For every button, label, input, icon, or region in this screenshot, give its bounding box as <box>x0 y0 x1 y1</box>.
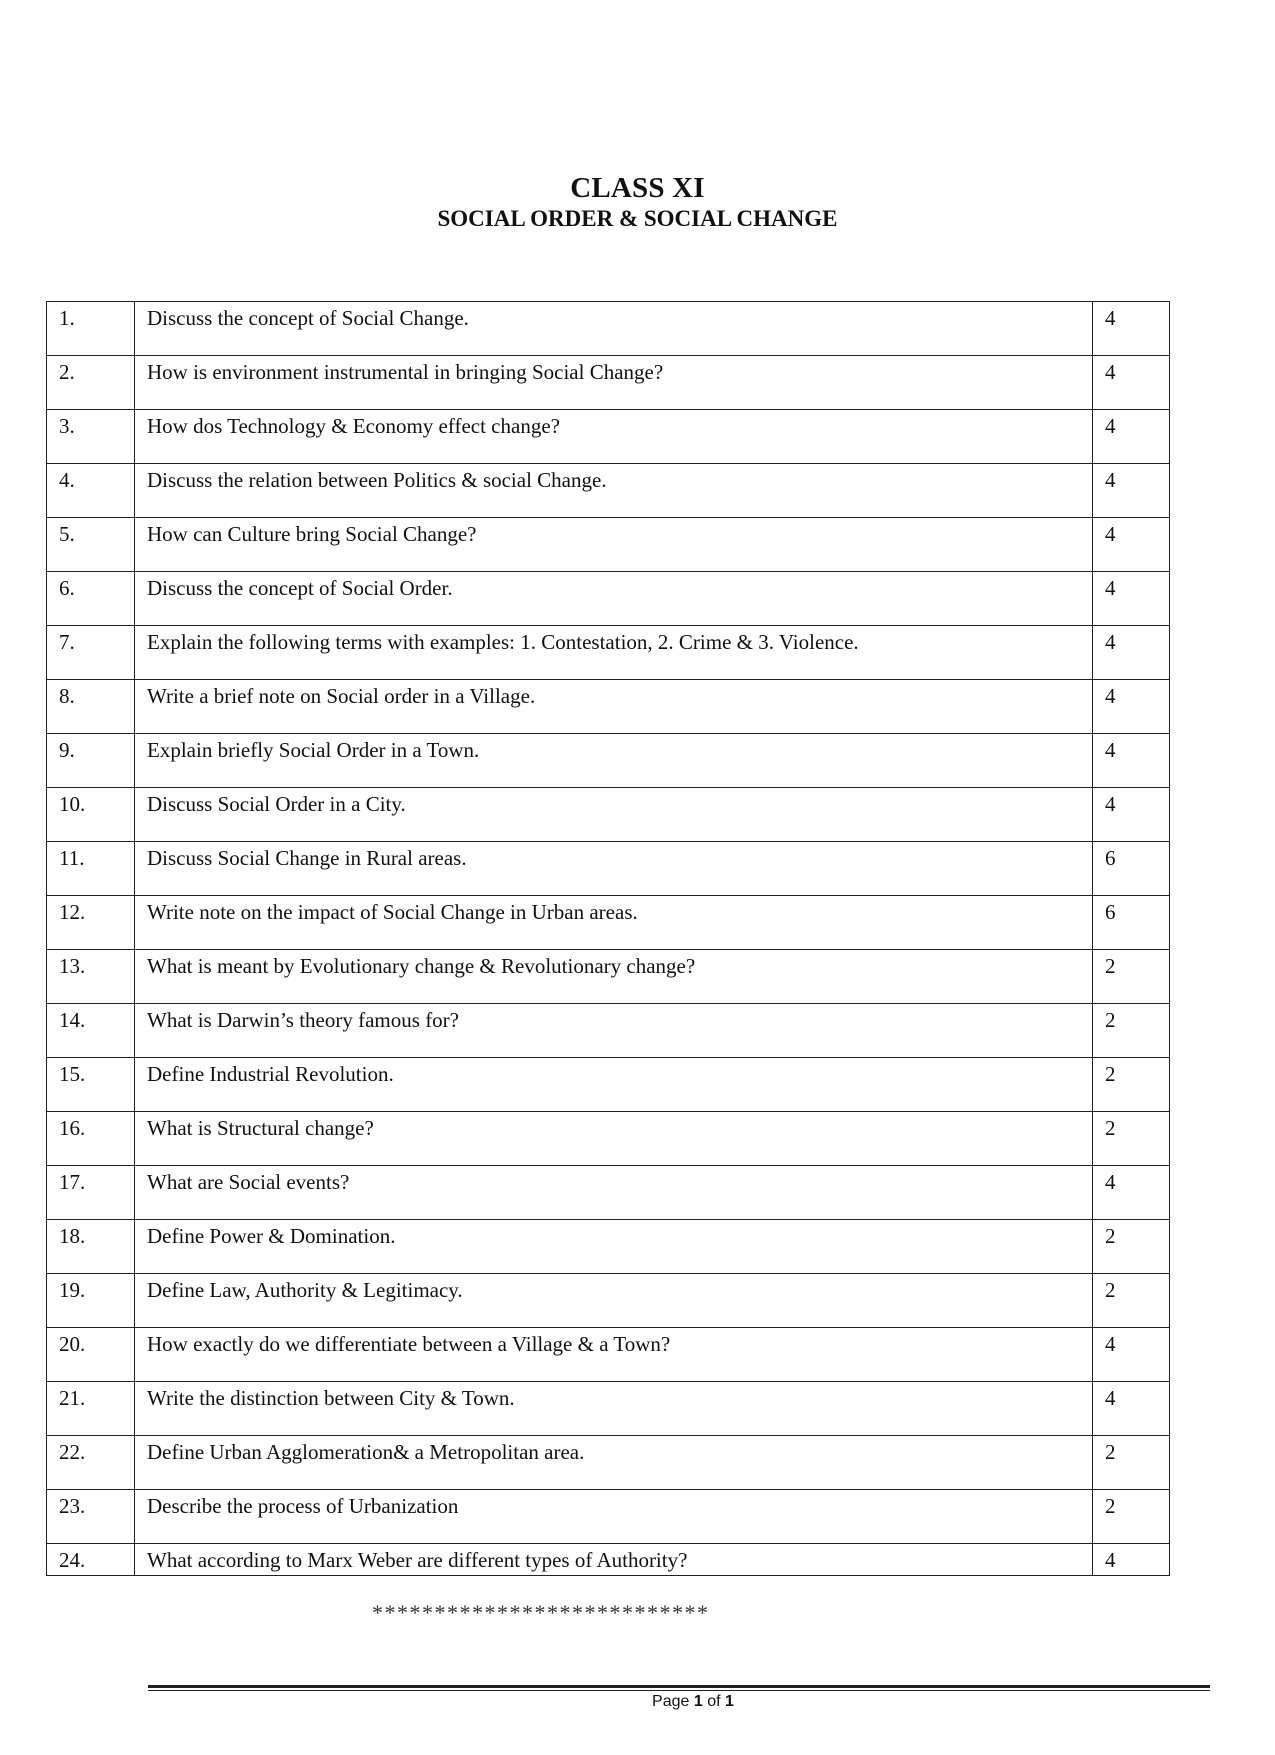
question-number-cell <box>47 572 135 626</box>
questions-table-body <box>47 302 1170 1576</box>
question-marks: 2 <box>1105 954 1116 978</box>
question-marks-cell <box>1093 1220 1170 1274</box>
question-number-cell <box>47 896 135 950</box>
question-number: 2. <box>59 360 75 384</box>
question-marks-cell <box>1093 842 1170 896</box>
question-number: 23. <box>59 1494 86 1518</box>
question-number: 10. <box>59 792 86 816</box>
question-text: Define Power & Domination. <box>147 1224 396 1248</box>
question-text-cell <box>135 464 1093 518</box>
question-text-cell <box>135 1382 1093 1436</box>
question-text-cell <box>135 518 1093 572</box>
question-marks-cell <box>1093 950 1170 1004</box>
page-title: CLASS XI <box>570 172 705 204</box>
question-marks: 4 <box>1105 630 1116 654</box>
question-number: 20. <box>59 1332 86 1356</box>
question-marks: 6 <box>1105 846 1116 870</box>
question-text: What according to Marx Weber are different types of Authority? <box>147 1548 688 1572</box>
question-number-cell <box>47 680 135 734</box>
question-row <box>47 464 1170 518</box>
question-text: Define Law, Authority & Legitimacy. <box>147 1278 463 1302</box>
total-pages-number: 1 <box>725 1693 734 1710</box>
question-row <box>47 302 1170 356</box>
question-marks-cell <box>1093 626 1170 680</box>
question-text-cell <box>135 1220 1093 1274</box>
question-marks-cell <box>1093 1166 1170 1220</box>
question-row <box>47 1328 1170 1382</box>
question-text: How exactly do we differentiate between a Village & a Town? <box>147 1332 671 1356</box>
question-row <box>47 1166 1170 1220</box>
question-number-cell <box>47 302 135 356</box>
question-marks: 4 <box>1105 1548 1116 1572</box>
question-marks: 4 <box>1105 738 1116 762</box>
of-label: of <box>707 1693 721 1710</box>
question-text: What are Social events? <box>147 1170 350 1194</box>
question-number: 13. <box>59 954 86 978</box>
question-number: 11. <box>59 846 85 870</box>
question-marks: 4 <box>1105 306 1116 330</box>
question-marks: 4 <box>1105 684 1116 708</box>
question-marks: 4 <box>1105 468 1116 492</box>
question-row <box>47 626 1170 680</box>
current-page-number: 1 <box>693 1693 703 1710</box>
question-marks-cell <box>1093 464 1170 518</box>
question-marks: 4 <box>1105 576 1116 600</box>
question-marks-cell <box>1093 1544 1170 1576</box>
question-row <box>47 518 1170 572</box>
question-text-cell <box>135 788 1093 842</box>
question-row <box>47 1382 1170 1436</box>
question-marks-cell <box>1093 302 1170 356</box>
question-number-cell <box>47 1436 135 1490</box>
question-text: How can Culture bring Social Change? <box>147 522 477 546</box>
question-number: 24. <box>59 1548 86 1572</box>
question-text-cell <box>135 680 1093 734</box>
question-number-cell <box>47 410 135 464</box>
question-row <box>47 896 1170 950</box>
question-number-cell <box>47 356 135 410</box>
question-row <box>47 1490 1170 1544</box>
question-text: Describe the process of Urbanization <box>147 1494 459 1518</box>
question-text-cell <box>135 1490 1093 1544</box>
question-number: 17. <box>59 1170 86 1194</box>
question-row <box>47 1112 1170 1166</box>
question-number-cell <box>47 1058 135 1112</box>
question-row <box>47 1274 1170 1328</box>
question-number: 8. <box>59 684 75 708</box>
question-number-cell <box>47 1220 135 1274</box>
question-number: 7. <box>59 630 75 654</box>
page-label: Page <box>652 1693 690 1710</box>
question-text-cell <box>135 302 1093 356</box>
question-text-cell <box>135 1328 1093 1382</box>
question-number: 16. <box>59 1116 86 1140</box>
question-text-cell <box>135 1166 1093 1220</box>
question-text: Discuss the concept of Social Change. <box>147 306 469 330</box>
question-marks: 4 <box>1105 792 1116 816</box>
question-text-cell <box>135 1436 1093 1490</box>
question-number-cell <box>47 1544 135 1576</box>
footer-rule-thin <box>148 1690 1210 1691</box>
question-marks-cell <box>1093 1274 1170 1328</box>
question-marks-cell <box>1093 896 1170 950</box>
question-text: Write a brief note on Social order in a Village. <box>147 684 536 708</box>
question-text: Write the distinction between City & Town. <box>147 1386 515 1410</box>
question-number-cell <box>47 1166 135 1220</box>
question-text-cell <box>135 842 1093 896</box>
question-marks-cell <box>1093 734 1170 788</box>
question-number: 5. <box>59 522 75 546</box>
question-number-cell <box>47 788 135 842</box>
question-number: 9. <box>59 738 75 762</box>
question-number: 3. <box>59 414 75 438</box>
question-row <box>47 356 1170 410</box>
question-marks-cell <box>1093 1112 1170 1166</box>
question-text: What is Darwin’s theory famous for? <box>147 1008 459 1032</box>
question-marks: 4 <box>1105 414 1116 438</box>
page-footer <box>0 1693 1275 1711</box>
question-marks: 6 <box>1105 900 1116 924</box>
question-text: Define Urban Agglomeration& a Metropolitan area. <box>147 1440 585 1464</box>
question-row <box>47 1544 1170 1576</box>
question-number-cell <box>47 1004 135 1058</box>
question-number-cell <box>47 1112 135 1166</box>
question-row <box>47 1058 1170 1112</box>
question-marks: 2 <box>1105 1116 1116 1140</box>
question-marks-cell <box>1093 1436 1170 1490</box>
question-text-cell <box>135 1544 1093 1576</box>
questions-table <box>46 301 1170 1576</box>
question-text: Explain briefly Social Order in a Town. <box>147 738 480 762</box>
question-text-cell <box>135 572 1093 626</box>
question-number: 15. <box>59 1062 86 1086</box>
question-number-cell <box>47 1382 135 1436</box>
question-marks-cell <box>1093 1382 1170 1436</box>
question-text-cell <box>135 1004 1093 1058</box>
question-text: Discuss the concept of Social Order. <box>147 576 453 600</box>
question-marks: 4 <box>1105 522 1116 546</box>
question-marks-cell <box>1093 356 1170 410</box>
question-row <box>47 950 1170 1004</box>
question-text: What is Structural change? <box>147 1116 374 1140</box>
question-marks: 2 <box>1105 1278 1116 1302</box>
question-marks: 4 <box>1105 1170 1116 1194</box>
question-text: Discuss Social Change in Rural areas. <box>147 846 467 870</box>
question-number-cell <box>47 1328 135 1382</box>
question-marks-cell <box>1093 1490 1170 1544</box>
question-marks: 2 <box>1105 1440 1116 1464</box>
question-number-cell <box>47 950 135 1004</box>
question-text-cell <box>135 356 1093 410</box>
question-marks: 4 <box>1105 1386 1116 1410</box>
question-marks-cell <box>1093 788 1170 842</box>
question-text: Discuss Social Order in a City. <box>147 792 406 816</box>
question-number: 19. <box>59 1278 86 1302</box>
question-marks: 2 <box>1105 1062 1116 1086</box>
question-number-cell <box>47 518 135 572</box>
question-number-cell <box>47 1274 135 1328</box>
question-number: 18. <box>59 1224 86 1248</box>
question-text-cell <box>135 896 1093 950</box>
question-text-cell <box>135 1112 1093 1166</box>
question-marks-cell <box>1093 680 1170 734</box>
page-subtitle: SOCIAL ORDER & SOCIAL CHANGE <box>437 206 838 231</box>
question-text: What is meant by Evolutionary change & Revolutionary change? <box>147 954 696 978</box>
question-row <box>47 1004 1170 1058</box>
question-text-cell <box>135 1274 1093 1328</box>
question-text-cell <box>135 410 1093 464</box>
question-text: Write note on the impact of Social Change in Urban areas. <box>147 900 638 924</box>
question-number: 22. <box>59 1440 86 1464</box>
question-text: Define Industrial Revolution. <box>147 1062 394 1086</box>
question-marks: 2 <box>1105 1224 1116 1248</box>
question-row <box>47 1220 1170 1274</box>
question-text-cell <box>135 950 1093 1004</box>
question-text: Explain the following terms with examples: 1. Contestation, 2. Crime & 3. Violence. <box>147 630 859 654</box>
question-row <box>47 572 1170 626</box>
question-marks: 4 <box>1105 1332 1116 1356</box>
question-marks: 2 <box>1105 1494 1116 1518</box>
question-number: 1. <box>59 306 75 330</box>
question-row <box>47 680 1170 734</box>
footer-rule-thick <box>148 1685 1210 1688</box>
question-row <box>47 734 1170 788</box>
question-marks-cell <box>1093 410 1170 464</box>
question-row <box>47 1436 1170 1490</box>
question-marks: 2 <box>1105 1008 1116 1032</box>
question-text: How is environment instrumental in bringing Social Change? <box>147 360 664 384</box>
question-row <box>47 788 1170 842</box>
question-row <box>47 842 1170 896</box>
question-row <box>47 410 1170 464</box>
question-marks: 4 <box>1105 360 1116 384</box>
question-number-cell <box>47 842 135 896</box>
question-text-cell <box>135 1058 1093 1112</box>
question-number: 6. <box>59 576 75 600</box>
question-marks-cell <box>1093 1058 1170 1112</box>
question-text: Discuss the relation between Politics & social Change. <box>147 468 607 492</box>
question-marks-cell <box>1093 518 1170 572</box>
question-number-cell <box>47 626 135 680</box>
question-marks-cell <box>1093 1328 1170 1382</box>
question-number: 12. <box>59 900 86 924</box>
question-number-cell <box>47 1490 135 1544</box>
question-marks-cell <box>1093 1004 1170 1058</box>
end-separator: *************************** <box>372 1600 710 1625</box>
question-number: 14. <box>59 1008 86 1032</box>
question-number: 4. <box>59 468 75 492</box>
question-text-cell <box>135 734 1093 788</box>
question-text: How dos Technology & Economy effect change? <box>147 414 560 438</box>
question-number-cell <box>47 464 135 518</box>
question-marks-cell <box>1093 572 1170 626</box>
question-number: 21. <box>59 1386 86 1410</box>
question-text-cell <box>135 626 1093 680</box>
question-number-cell <box>47 734 135 788</box>
